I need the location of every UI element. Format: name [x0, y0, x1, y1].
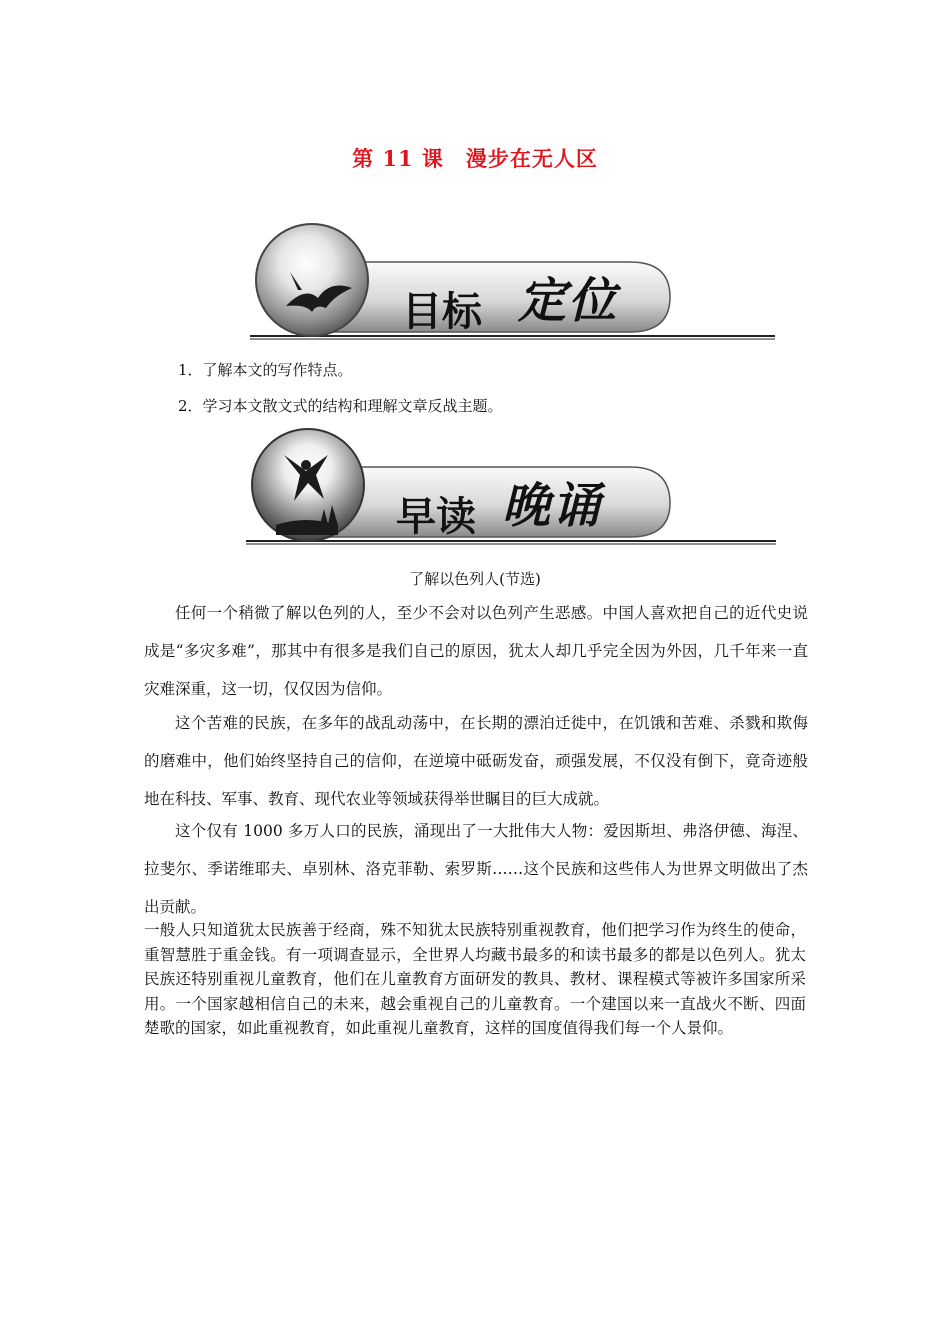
banner-frame [250, 222, 780, 342]
lesson-name: 漫步在无人区 [465, 146, 598, 171]
banner-plain-text: 早读 [396, 493, 476, 540]
banner-plain-text: 目标 [402, 288, 482, 335]
objectives-banner [250, 222, 780, 342]
reading-paragraph-last: 一般人只知道犹太民族善于经商，殊不知犹太民族特别重视教育，他们把学习作为终生的使命，重智慧胜于重金钱。有一项调查显示，全世界人均藏书最多的和读书最多的都是以色列人。犹太民族还特别重视儿童教育，他们在儿童教育方面研发的教具、教材、课程模式等被许多国家所采用。一个国家越相信自己的未来，越会重视自己的儿童教育。一个建国以来一直战火不断、四面楚歌的国家，如此重视教育，如此重视儿童教育，这样的国度值得我们每一个人景仰。 [144, 921, 806, 1037]
reading-title: 了解以色列人(节选) [409, 570, 541, 588]
lesson-number: 第 11 课 [352, 146, 444, 171]
reading-paragraph: 这个苦难的民族，在多年的战乱动荡中，在长期的漂泊迁徙中，在饥饿和苦难、杀戮和欺侮的磨难中，他们始终坚持自己的信仰，在逆境中砥砺发奋，顽强发展，不仅没有倒下，竟奇迹般地在科技、军事、教育、现代农业等领域获得举世瞩目的巨大成就。 [144, 714, 808, 808]
objective-item: 1．了解本文的写作特点。 [178, 361, 353, 379]
reading-paragraph: 任何一个稍微了解以色列的人，至少不会对以色列产生恶感。中国人喜欢把自己的近代史说成是“多灾多难”，那其中有很多是我们自己的原因，犹太人却几乎完全因为外因，几千年来一直灾难深重，这一切，仅仅因为信仰。 [144, 604, 808, 698]
page-title [0, 143, 950, 173]
reading-banner [246, 425, 781, 547]
objective-item: 2．学习本文散文式的结构和理解文章反战主题。 [178, 397, 503, 415]
reading-paragraph: 这个仅有 1000 多万人口的民族，涌现出了一大批伟大人物：爱因斯坦、弗洛伊德、海涅、拉斐尔、季诺维耶夫、卓别林、洛克菲勒、索罗斯……这个民族和这些伟人为世界文明做出了杰出贡献。 [144, 822, 808, 916]
banner-brush-text: 定位 [518, 273, 619, 329]
banner-brush-text: 晚诵 [502, 478, 603, 534]
